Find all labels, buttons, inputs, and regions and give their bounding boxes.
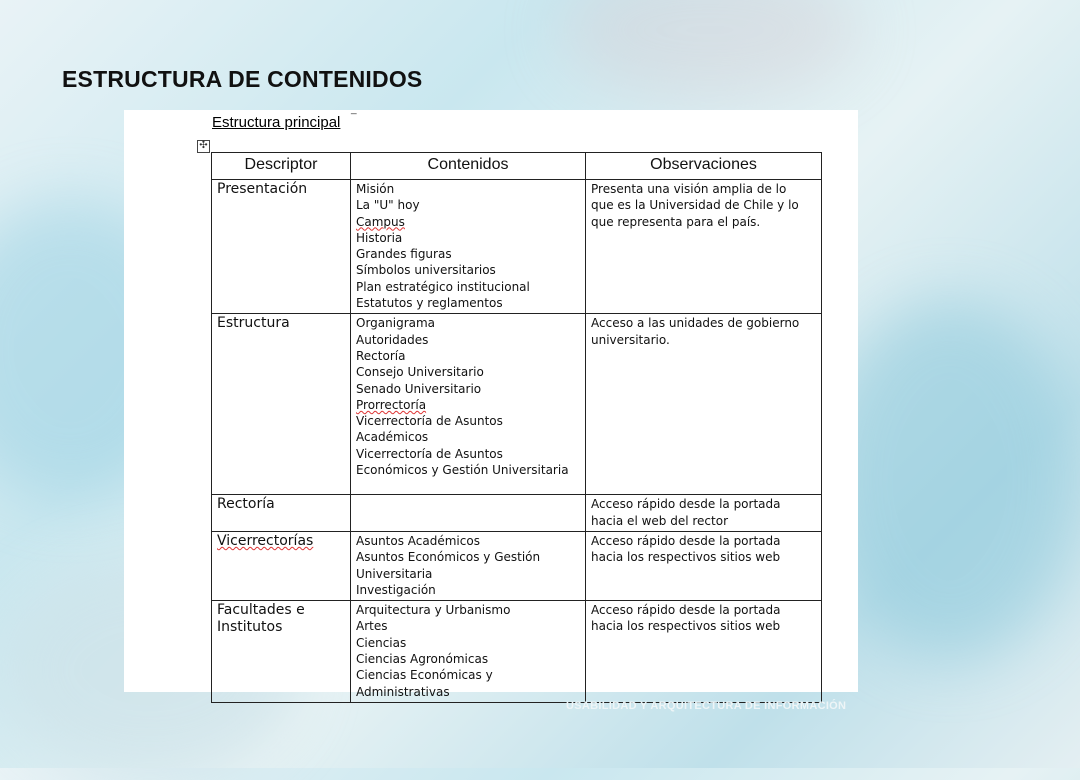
- observaciones-cell: [586, 180, 822, 314]
- cell-line: Institutos: [217, 619, 283, 636]
- contenidos-cell: [351, 314, 586, 495]
- cell-line: Consejo Universitario: [356, 365, 484, 380]
- table-header-row: [212, 153, 822, 180]
- document-heading: Estructura principal: [212, 114, 341, 131]
- slide-title: ESTRUCTURA DE CONTENIDOS: [62, 66, 423, 92]
- cell-line: universitario.: [591, 332, 670, 347]
- cell-line: Vicerrectorías: [217, 532, 314, 549]
- cell-line: Ciencias Económicas y: [356, 668, 493, 683]
- cell-line: Facultades e: [217, 602, 305, 619]
- cell-line: hacia los respectivos sitios web: [591, 619, 781, 634]
- cell-line: Económicos y Gestión Universitaria: [356, 463, 569, 478]
- cell-line: que es la Universidad de Chile y lo: [591, 198, 799, 213]
- cell-line: Arquitectura y Urbanismo: [356, 603, 511, 618]
- cell-line: Acceso a las unidades de gobierno: [591, 316, 800, 331]
- table-row: [212, 495, 822, 532]
- cell-line: Asuntos Académicos: [356, 533, 480, 548]
- cell-line: Vicerrectoría de Asuntos: [356, 414, 503, 429]
- cell-line: Artes: [356, 619, 388, 634]
- descriptor-cell: [212, 601, 351, 703]
- cell-line: Ciencias Agronómicas: [356, 652, 489, 667]
- background-blob: [560, 0, 860, 100]
- descriptor-cell: [212, 180, 351, 314]
- table-row: [212, 314, 822, 495]
- observaciones-cell: [586, 314, 822, 495]
- contenidos-cell: [351, 180, 586, 314]
- cell-line: Investigación: [356, 582, 436, 597]
- cell-line: Vicerrectoría de Asuntos: [356, 446, 503, 461]
- table-row: [212, 180, 822, 314]
- cell-line: Ciencias: [356, 635, 407, 650]
- contenidos-cell: [351, 495, 586, 532]
- background-blob: [820, 300, 1080, 660]
- cell-line: Prorrectoría: [356, 397, 427, 412]
- cell-line: Plan estratégico institucional: [356, 279, 530, 294]
- column-header-descriptor: Descriptor: [212, 153, 351, 180]
- cell-line: Acceso rápido desde la portada: [591, 533, 781, 548]
- cell-line: Rectoría: [356, 348, 406, 363]
- cell-line: hacia los respectivos sitios web: [591, 550, 781, 565]
- cell-line: hacia el web del rector: [591, 513, 728, 528]
- observaciones-cell: [586, 495, 822, 532]
- descriptor-cell: [212, 531, 351, 600]
- cell-line: Misión: [356, 182, 395, 196]
- table-move-handle-icon[interactable]: ✣: [197, 140, 210, 153]
- observaciones-cell: [586, 601, 822, 703]
- cell-line: Presentación: [217, 181, 308, 197]
- text-cursor-mark: _: [351, 104, 357, 115]
- cell-line: Presenta una visión amplia de lo: [591, 182, 787, 196]
- cell-line: Historia: [356, 230, 403, 245]
- cell-line: Académicos: [356, 430, 429, 445]
- column-header-contenidos: Contenidos: [351, 153, 586, 180]
- cell-line: Estructura: [217, 315, 290, 332]
- cell-line: Grandes figuras: [356, 247, 452, 262]
- cell-line: Estatutos y reglamentos: [356, 296, 503, 311]
- cell-line: Universitaria: [356, 566, 433, 581]
- cell-line: Acceso rápido desde la portada: [591, 497, 781, 512]
- content-structure-table: [211, 152, 822, 703]
- table-row: [212, 531, 822, 600]
- descriptor-cell: [212, 495, 351, 532]
- contenidos-cell: [351, 601, 586, 703]
- cell-line: Senado Universitario: [356, 381, 482, 396]
- cell-line: Símbolos universitarios: [356, 263, 496, 278]
- descriptor-cell: [212, 314, 351, 495]
- cell-line: Asuntos Económicos y Gestión: [356, 550, 541, 565]
- cell-line: Autoridades: [356, 332, 429, 347]
- cell-line: Organigrama: [356, 316, 436, 331]
- document-screenshot: [124, 104, 858, 699]
- cell-line: que representa para el país.: [591, 214, 761, 229]
- contenidos-cell: [351, 531, 586, 600]
- column-header-observaciones: Observaciones: [586, 153, 822, 180]
- cell-line: Campus: [356, 214, 405, 229]
- cell-line: Rectoría: [217, 496, 275, 513]
- cell-line: Acceso rápido desde la portada: [591, 603, 781, 618]
- cell-line: La "U" hoy: [356, 198, 420, 213]
- observaciones-cell: [586, 531, 822, 600]
- cell-line: Administrativas: [356, 684, 450, 699]
- slide-footer: USABILIDAD Y ARQUITECTURA DE INFORMACIÓN: [566, 700, 847, 712]
- table-row: [212, 601, 822, 703]
